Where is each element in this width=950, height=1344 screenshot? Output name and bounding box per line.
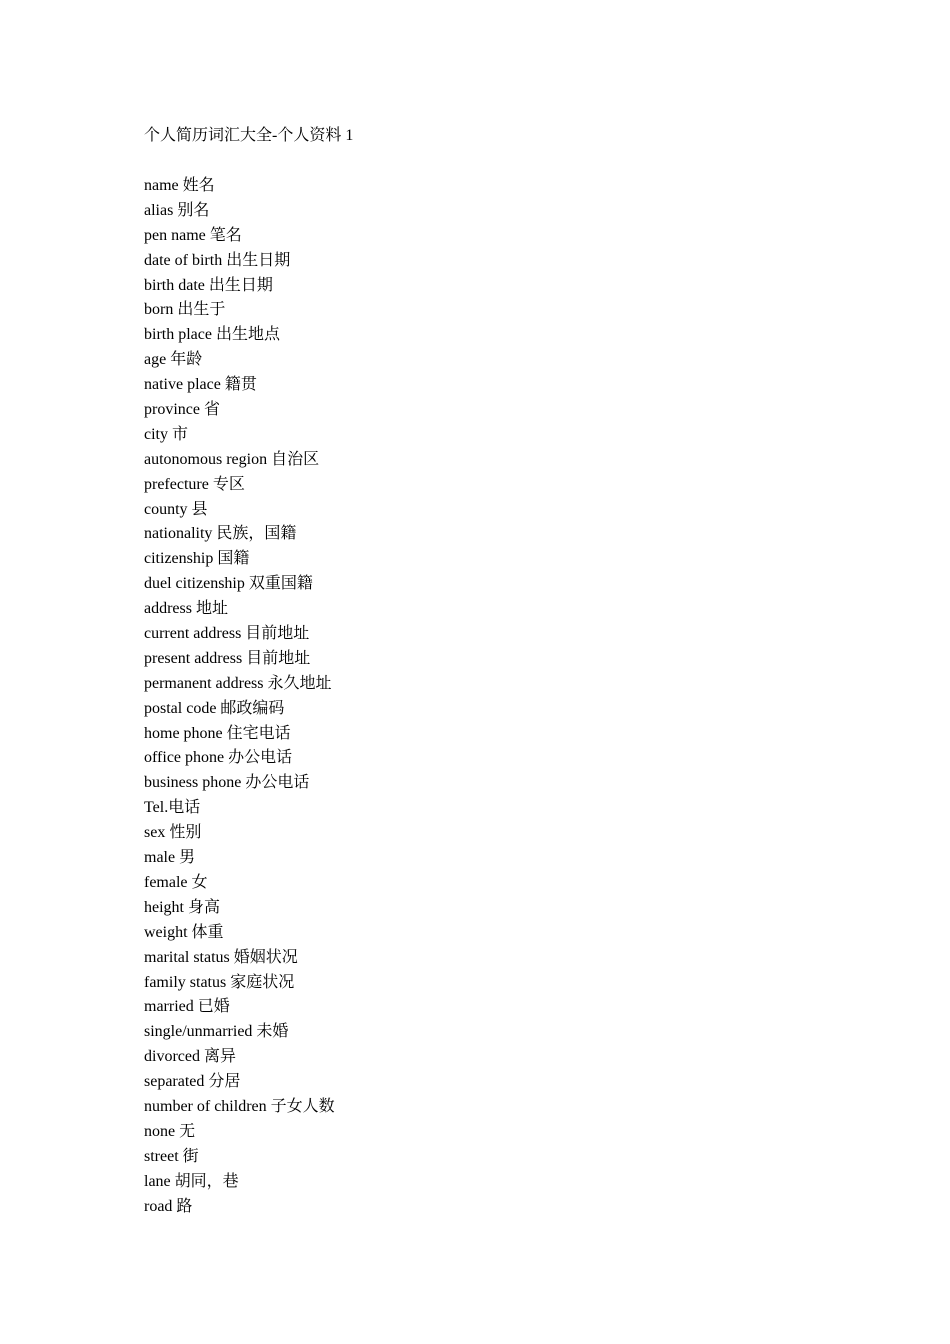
- vocab-entry: birth date 出生日期: [144, 276, 273, 294]
- vocab-entry: postal code 邮政编码: [144, 699, 285, 717]
- vocab-entry: business phone 办公电话: [144, 774, 310, 792]
- vocab-entry: single/unmarried 未婚: [144, 1023, 289, 1041]
- document-title: 个人简历词汇大全-个人资料 1: [144, 127, 354, 144]
- vocab-entry: city 市: [144, 425, 188, 443]
- vocab-entry: office phone 办公电话: [144, 749, 293, 767]
- vocab-entry: married 已婚: [144, 998, 230, 1016]
- vocab-entry: native place 籍贯: [144, 376, 257, 394]
- vocab-entry: permanent address 永久地址: [144, 674, 332, 692]
- vocab-entry: province 省: [144, 401, 220, 419]
- vocab-entry: current address 目前地址: [144, 625, 310, 643]
- vocab-entry: sex 性别: [144, 824, 202, 842]
- vocab-entry: none 无: [144, 1122, 196, 1140]
- vocab-entry: born 出生于: [144, 301, 226, 319]
- vocab-entry: alias 别名: [144, 201, 210, 219]
- vocab-entry: weight 体重: [144, 923, 224, 941]
- vocab-entry: marital status 婚姻状况: [144, 948, 298, 966]
- vocab-entry: height 身高: [144, 898, 220, 916]
- vocab-entry: number of children 子女人数: [144, 1097, 335, 1115]
- vocab-entry: duel citizenship 双重国籍: [144, 575, 313, 593]
- vocab-entry: home phone 住宅电话: [144, 724, 291, 742]
- vocab-entry: prefecture 专区: [144, 475, 245, 493]
- vocab-entry: name 姓名: [144, 177, 215, 194]
- vocab-entry: autonomous region 自治区: [144, 450, 320, 468]
- vocab-entry: Tel.电话: [144, 799, 201, 817]
- vocab-entry: nationality 民族，国籍: [144, 525, 297, 543]
- vocab-entry: county 县: [144, 500, 208, 518]
- vocab-entry: lane 胡同，巷: [144, 1172, 239, 1190]
- vocab-entry: age 年龄: [144, 351, 203, 369]
- vocab-entry: divorced 离异: [144, 1048, 236, 1066]
- vocab-entry: street 街: [144, 1147, 199, 1165]
- vocab-entry: male 男: [144, 849, 196, 867]
- vocab-entry: date of birth 出生日期: [144, 251, 291, 269]
- vocab-entry: separated 分居: [144, 1073, 241, 1091]
- vocab-entry: address 地址: [144, 600, 228, 618]
- vocab-entry: female 女: [144, 873, 208, 891]
- vocab-entry: citizenship 国籍: [144, 550, 250, 568]
- vocab-entry: road 路: [144, 1197, 193, 1215]
- vocab-entry: family status 家庭状况: [144, 973, 295, 991]
- vocab-entry: pen name 笔名: [144, 226, 242, 244]
- vocab-entry: birth place 出生地点: [144, 326, 280, 344]
- vocab-entry: present address 目前地址: [144, 649, 311, 667]
- vocabulary-list: [144, 174, 335, 1219]
